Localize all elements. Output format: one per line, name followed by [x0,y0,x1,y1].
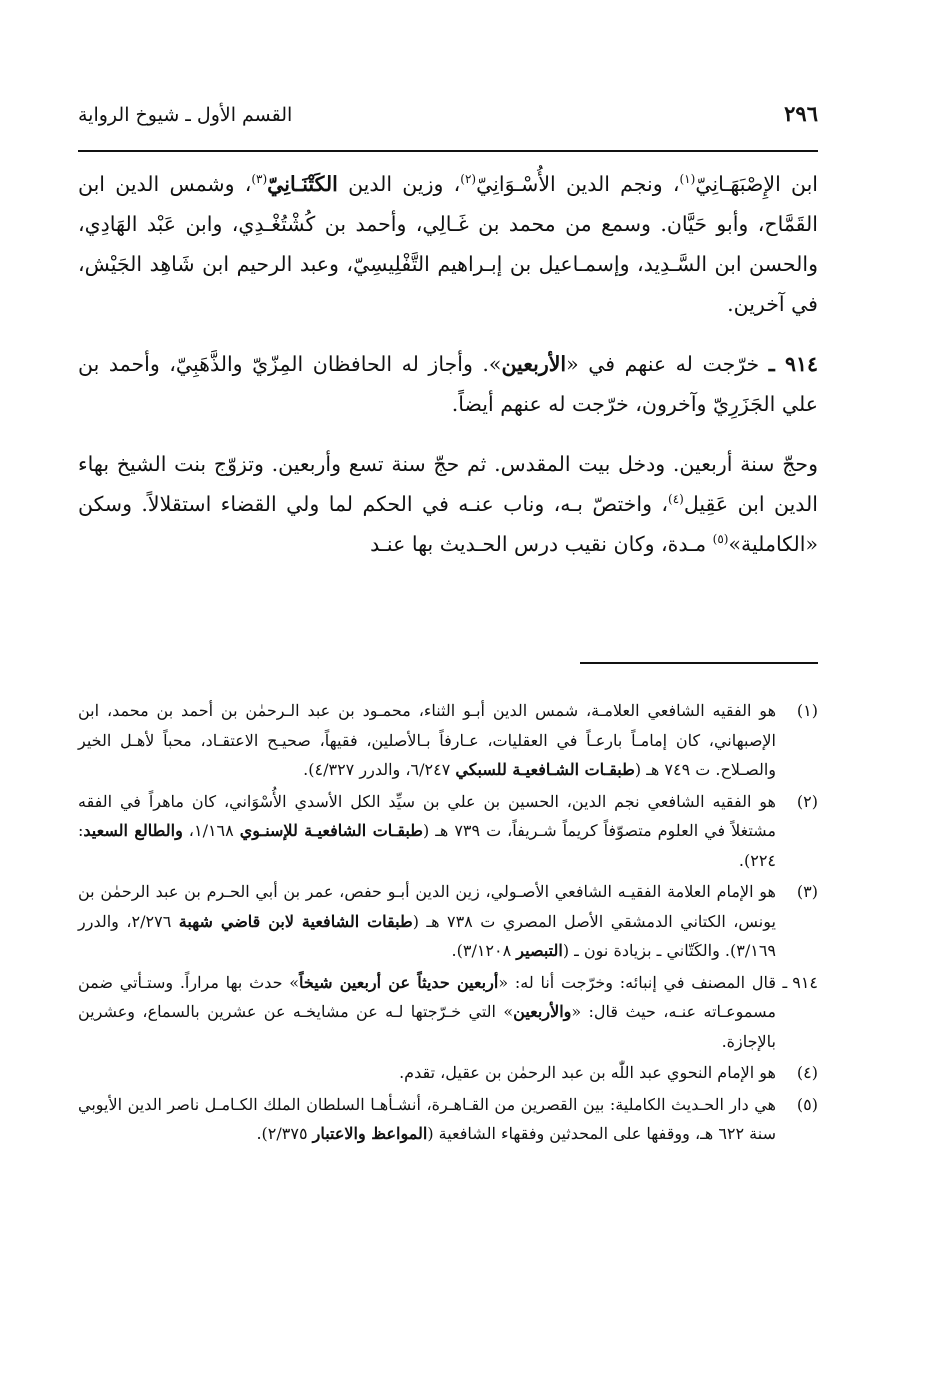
page-header [78,86,818,126]
text-span: هو الإمام النحوي عبد اللّٰه بن عبد الرحمٰن بن عقيل، تقدم. [399,1063,776,1082]
footnote-ref-5: (٥) [712,532,729,547]
bold-source: المواعظ والاعتبار [312,1124,428,1143]
running-title: القسم الأول ـ شيوخ الرواية [78,104,293,126]
footnote-ref-4: (٤) [668,492,684,507]
text-span: هو الإمام العلامة الفقيـه الشافعي الأصـولي، زين الدين أبـو حفص، عمر بن أبي الحـرم بن عبد الرحمٰن بن يونس، الكتاني الدمشقي الأصل المصري ت ٧٣٨ هـ ( [78,882,776,931]
bold-title: والأربعين [513,1002,572,1021]
footnote-marker: ٩١٤ ـ [782,972,818,992]
footnote-ref-1: (١) [679,172,696,187]
footnote-rule [580,662,818,664]
bold-source: التبصير [516,941,563,960]
footnote-marker: (٣) [796,882,818,901]
bold-source: طبقات الشافعية لابن قاضي شهبة [178,911,413,931]
paragraph-3 [78,444,818,564]
paragraph-2 [78,344,818,424]
footnote-text [78,968,776,1057]
text-span: ٢/٢٧٦، و [111,911,179,931]
text-span: ، وشمس الدين ابن القَمَّاح، وأبو حَيَّان. وسمع من محمد بن غَـالِي، وأحمد بن كُشْتُغْـدِي، وابن عَبْد الهَادِي، والحسن ابن السَّـدِيد، وإسمـاعيل بن إبـراهيم التَّفْلِيسِيّ، وعبد الرحيم ابن شَاهِد الجَيْش، في آخرين. [78,172,818,316]
text-span: » التي خـرّجتها لـه عن مشايخـه عن عشرين بالسماع، وعشرين بالإجازة. [78,1002,776,1051]
footnote-text [78,787,776,876]
text-span: ». وأجاز له الحافظان المِزّيّ والذَّهَبِيّ، وأحمد بن علي الجَزَرِيّ وآخرون، خرّجت له عنهم أيضاً. [78,352,818,416]
footnotes [78,696,818,1151]
text-span: ٦/٢٤٧، و [392,760,456,779]
text-span: ٢/٣٧٥). [256,1124,313,1143]
footnote-entry-914 [78,968,818,1057]
footnote-marker: (٤) [796,1063,818,1082]
footnote-ref-3: (٣) [251,172,268,187]
footnote-1 [78,696,818,785]
footnote-marker: (٢) [796,791,818,811]
footnote-text [78,1058,776,1088]
footnote-2 [78,787,818,876]
text-span: ٣/١٢٠٨). [451,941,517,960]
text-span: ٤/٣٢٧). [303,760,360,779]
bold-source: طبقـات الشافعيـة للإسنـوي [239,821,423,840]
text-span: هو الفقيه الشافعي العلامـة، شمس الدين أبـو الثناء، محمـود بن عبد الـرحمٰن بن أحمد بن محمد، ابن الإصبهاني، كان إمامـاً بارعـاً في العقليات، عـارفاً بـالأصلين، فقيهاً، صحيـح الاعتقـاد، محباً لأهـل الخير والصـلاح. ت ٧٤٩ هـ ( [78,701,776,779]
footnote-text [78,1090,776,1149]
text-span: ، ونجم الدين الأُسْـوَانِيّ [476,172,680,196]
page-number: ٢٩٦ [784,101,818,126]
bold-title: الأربعين [501,352,567,376]
text-span: خرّجت له عنهم في « [566,352,769,376]
text-span: : ٢٢٤). [78,821,776,870]
footnote-text [78,696,776,785]
main-text [78,164,818,564]
bold-title: أربعين حديثاً عن أربعين شيخاً [299,972,499,992]
text-span: الدرر [359,760,393,779]
text-span: ١/١٦٨، [182,821,240,840]
text-span: وحجّ سنة أربعين. ودخل بيت المقدس. ثم حجّ سنة تسع وأربعين. وتزوّج بنت الشيخ بهاء الدين ابن عَقِيل [78,452,818,516]
header-rule [78,150,818,152]
entry-number: ٩١٤ ـ [768,352,818,376]
text-span: مـدة، وكان نقيب درس الحـديث بها عنـد [370,532,713,556]
footnote-4 [78,1058,818,1088]
bold-source: طبقـات الشـافعيـة للسبكي [455,760,635,779]
text-span: هو الفقيه الشافعي نجم الدين، الحسين بن علي بن سيِّد الكل الأسدي الأُسْوَاني، كان ماهراً في الفقه مشتغلاً في العلوم متصوّفاً كريماً شـريفاً، ت ٧٣٩ هـ ( [78,791,777,840]
footnote-marker: (٥) [796,1094,818,1114]
text-span: هي دار الحـديث الكاملية: بين القصرين من القـاهـرة، أنشـأهـا السلطان الملك الكـامـل ناصر الدين الأيوبي سنة ٦٢٢ هـ، ووقفها على المحدثين وفقهاء الشافعية ( [78,1094,776,1143]
text-span: ، واختصّ بـه، وناب عنـه في الحكم لما ولي القضاء استقلالاً. وسكن «الكاملية» [78,492,818,556]
paragraph-1 [78,164,818,324]
text-span: ٣/١٦٩). والكَتّاني ـ بزيادة نون ـ ( [562,941,776,960]
text-span: ، وزين الدين [337,172,461,196]
text-span: قال المصنف في إنبائه: وخرّجت أنا له: « [498,972,777,992]
text-span: ابن الإِصْبَهَـانِيّ [695,172,819,196]
footnote-text [78,877,776,966]
text-span: الدرر [78,911,112,931]
footnote-5 [78,1090,818,1149]
bold-name: الكَتْنَـانِيّ [267,172,338,196]
bold-source: والطالع السعيد [83,821,183,840]
text-span: » حدث بها مراراً. وستـأتي ضمن مسموعـاته عنـه، حيث قال: « [78,972,776,1021]
footnote-3 [78,877,818,966]
footnote-marker: (١) [796,701,818,720]
footnote-ref-2: (٢) [460,172,477,187]
